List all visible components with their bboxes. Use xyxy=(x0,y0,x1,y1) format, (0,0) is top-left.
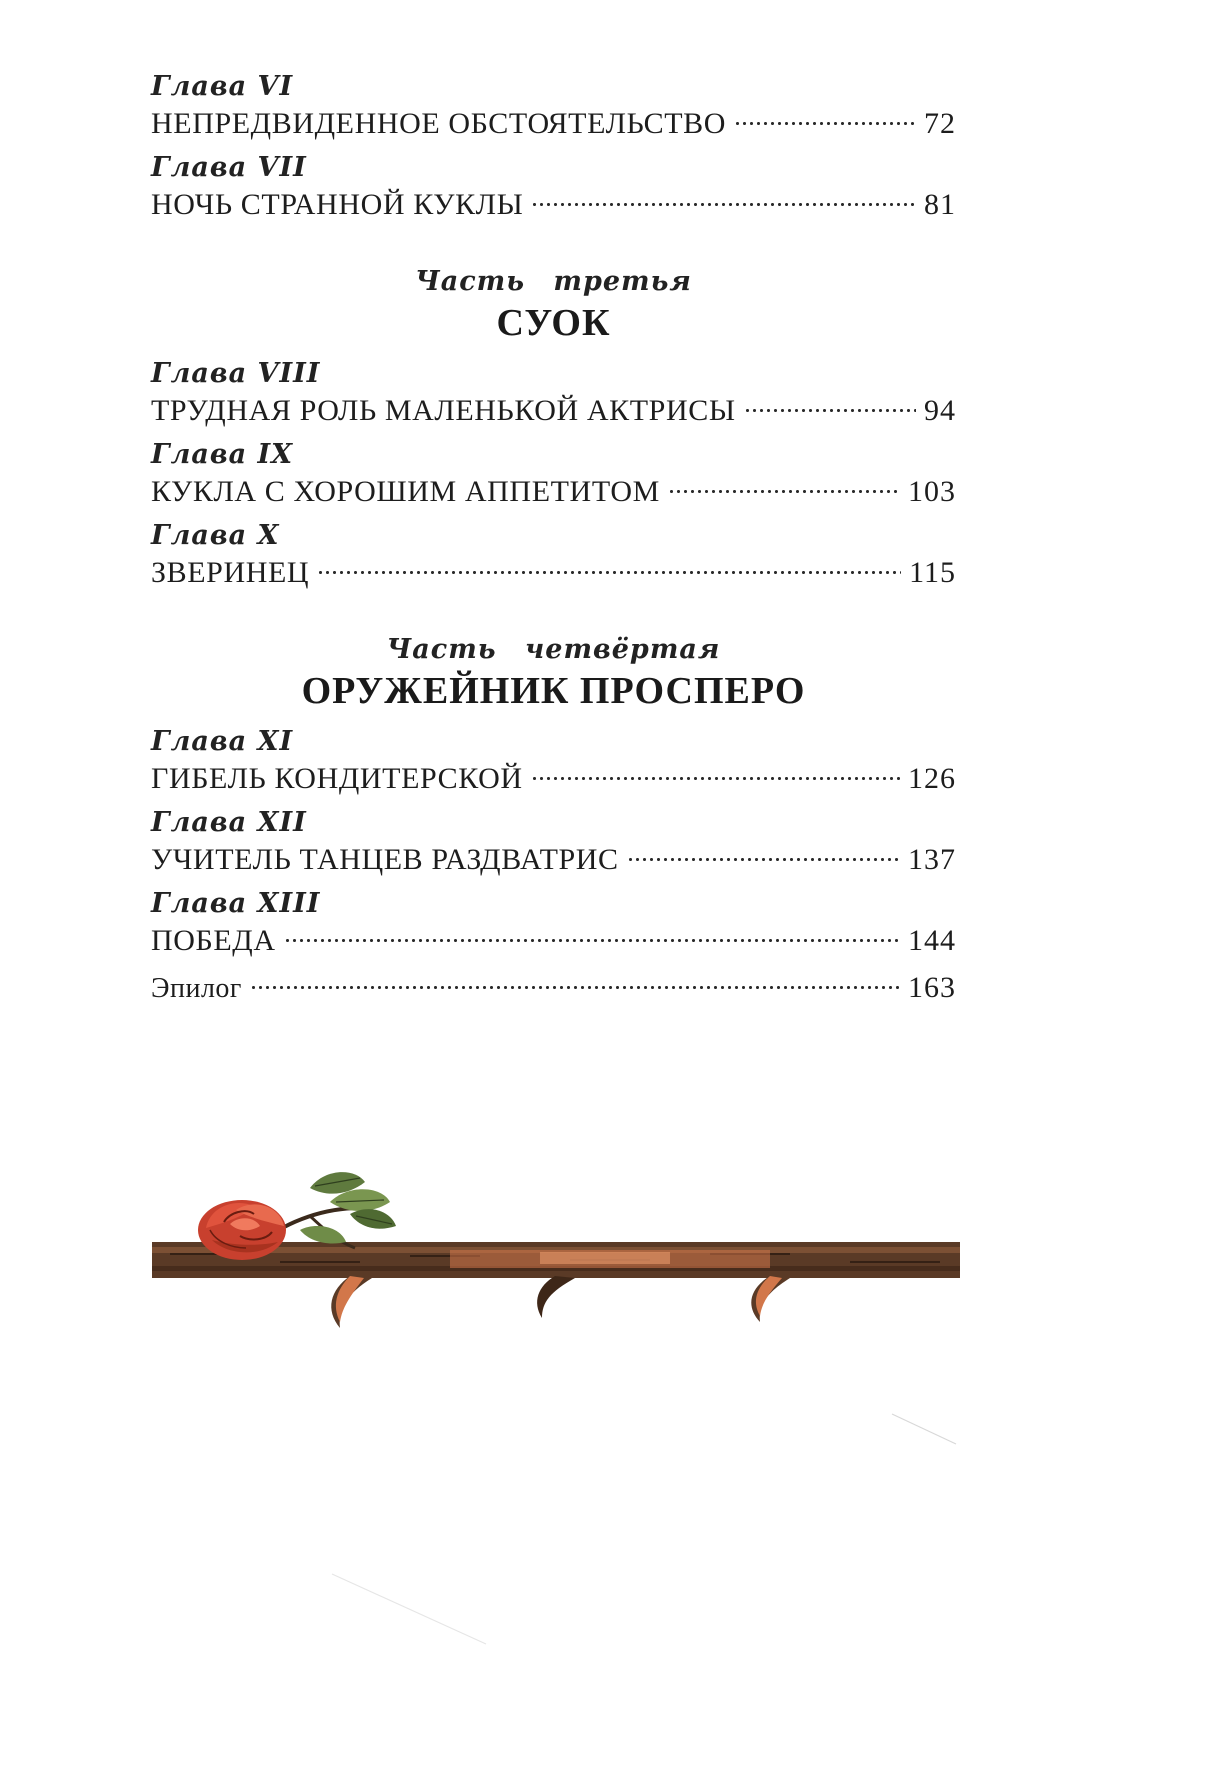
chapter-label: Глава XIII xyxy=(151,888,321,919)
chapter-title: НЕПРЕДВИДЕННОЕ ОБСТОЯТЕЛЬСТВО xyxy=(151,107,727,140)
page-number: 126 xyxy=(908,762,956,795)
toc-line xyxy=(151,472,956,512)
chapter-label: Глава VII xyxy=(151,152,307,183)
page-number: 72 xyxy=(924,107,956,140)
part-heading-3 xyxy=(151,265,956,347)
toc-entry-chapter-11[interactable] xyxy=(151,725,956,799)
part-label: Часть третья xyxy=(415,266,692,297)
toc-entry-chapter-12[interactable] xyxy=(151,806,956,880)
dot-leader xyxy=(531,203,916,206)
dot-leader xyxy=(668,490,900,493)
rose-on-thorny-branch-icon xyxy=(150,1150,962,1340)
page-number: 115 xyxy=(909,556,956,589)
chapter-label: Глава VIII xyxy=(151,358,321,389)
part-heading-4 xyxy=(151,633,956,715)
dot-leader xyxy=(250,986,900,989)
toc-entry-chapter-9[interactable] xyxy=(151,438,956,512)
page-number: 137 xyxy=(908,843,956,876)
page-number: 144 xyxy=(908,924,956,957)
toc-line xyxy=(151,185,956,225)
dot-leader xyxy=(284,939,900,942)
page-number: 81 xyxy=(924,188,956,221)
toc-line xyxy=(151,553,956,593)
toc-entry-chapter-13[interactable] xyxy=(151,887,956,961)
toc-entry-chapter-7[interactable] xyxy=(151,151,956,225)
part-title: ОРУЖЕЙНИК ПРОСПЕРО xyxy=(301,670,806,712)
chapter-label: Глава XI xyxy=(151,726,294,757)
page-number: 103 xyxy=(908,475,956,508)
scan-speck xyxy=(890,1410,960,1450)
page-number: 94 xyxy=(924,394,956,427)
toc-entry-chapter-6[interactable] xyxy=(151,70,956,144)
part-label: Часть четвёртая xyxy=(386,634,721,665)
chapter-title: ГИБЕЛЬ КОНДИТЕРСКОЙ xyxy=(151,762,523,795)
chapter-label: Глава IX xyxy=(151,439,294,470)
part-title: СУОК xyxy=(496,302,611,344)
chapter-label: Глава XII xyxy=(151,807,307,838)
chapter-title: КУКЛА С ХОРОШИМ АППЕТИТОМ xyxy=(151,475,660,508)
dot-leader xyxy=(627,858,900,861)
table-of-contents xyxy=(151,70,956,1015)
chapter-title: УЧИТЕЛЬ ТАНЦЕВ РАЗДВАТРИС xyxy=(151,843,619,876)
toc-line xyxy=(151,840,956,880)
toc-entry-epilog[interactable] xyxy=(151,968,956,1008)
chapter-title: ЗВЕРИНЕЦ xyxy=(151,556,310,589)
page-number: 163 xyxy=(908,971,956,1004)
scan-speck xyxy=(330,1570,490,1650)
chapter-title: НОЧЬ СТРАННОЙ КУКЛЫ xyxy=(151,188,524,221)
toc-line xyxy=(151,921,956,961)
toc-entry-chapter-10[interactable] xyxy=(151,519,956,593)
dot-leader xyxy=(734,122,916,125)
toc-line xyxy=(151,759,956,799)
toc-entry-chapter-8[interactable] xyxy=(151,357,956,431)
chapter-label: Глава X xyxy=(151,520,280,551)
dot-leader xyxy=(531,777,900,780)
chapter-title: ТРУДНАЯ РОЛЬ МАЛЕНЬКОЙ АКТРИСЫ xyxy=(151,394,736,427)
dot-leader xyxy=(317,571,901,574)
epilog-title: Эпилог xyxy=(151,973,242,1004)
toc-line xyxy=(151,391,956,431)
toc-line xyxy=(151,104,956,144)
chapter-label: Глава VI xyxy=(151,71,294,102)
chapter-title: ПОБЕДА xyxy=(151,924,276,957)
dot-leader xyxy=(744,409,916,412)
